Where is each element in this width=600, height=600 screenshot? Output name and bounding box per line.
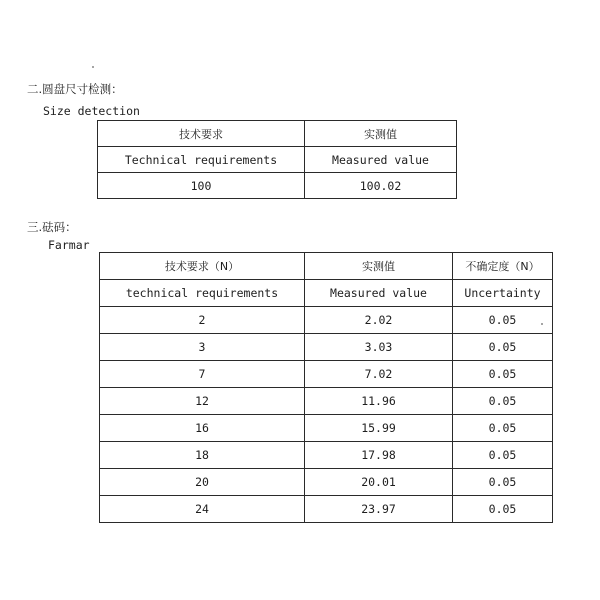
header-cell: 实测值 — [305, 253, 453, 280]
section2-subheading: Size detection — [43, 104, 140, 118]
table-row — [100, 307, 553, 334]
table-row — [100, 469, 553, 496]
table-cell: 23.97 — [305, 496, 453, 523]
table-row — [100, 334, 553, 361]
table-cell: 0.05 — [453, 415, 553, 442]
table-header-row-en — [98, 147, 457, 173]
table-cell: 11.96 — [305, 388, 453, 415]
table-cell: 16 — [100, 415, 305, 442]
table-cell: 17.98 — [305, 442, 453, 469]
table-cell: 2 — [100, 307, 305, 334]
table-cell: 3 — [100, 334, 305, 361]
table-cell: 0.05 — [453, 442, 553, 469]
section2-heading: 二.圆盘尺寸检测： — [27, 82, 123, 96]
table-header-row-cn — [98, 121, 457, 147]
table-cell: 7.02 — [305, 361, 453, 388]
table-cell: 7 — [100, 361, 305, 388]
table-cell: 0.05 — [453, 469, 553, 496]
table-row — [100, 361, 553, 388]
table-cell: 0.05 — [453, 388, 553, 415]
table-cell: 0.05 — [453, 334, 553, 361]
table-row — [100, 415, 553, 442]
table-cell: 15.99 — [305, 415, 453, 442]
table-cell: 0.05 — [453, 496, 553, 523]
table-cell: 20.01 — [305, 469, 453, 496]
size-detection-table — [97, 120, 457, 199]
header-cell: Measured value — [305, 280, 453, 307]
scan-speck — [92, 66, 94, 68]
table-header-row-cn — [100, 253, 553, 280]
header-cell: 技术要求 — [98, 121, 305, 147]
farmar-table — [99, 252, 553, 523]
header-cell: 实测值 — [305, 121, 457, 147]
table-cell: 2.02 — [305, 307, 453, 334]
header-cell: Technical requirements — [98, 147, 305, 173]
table-row — [98, 173, 457, 199]
table-cell: 24 — [100, 496, 305, 523]
table-cell: 12 — [100, 388, 305, 415]
header-cell: 技术要求（N） — [100, 253, 305, 280]
header-cell: 不确定度（N） — [453, 253, 553, 280]
table-cell: 0.05 — [453, 307, 553, 334]
header-cell: Measured value — [305, 147, 457, 173]
section3-heading: 三.砝码： — [27, 220, 77, 234]
table-row — [100, 442, 553, 469]
table-cell: 18 — [100, 442, 305, 469]
table-row — [100, 496, 553, 523]
table-cell: 20 — [100, 469, 305, 496]
header-cell: Uncertainty — [453, 280, 553, 307]
table-cell: 100.02 — [305, 173, 457, 199]
table-cell: 3.03 — [305, 334, 453, 361]
table-header-row-en — [100, 280, 553, 307]
section3-subheading: Farmar — [48, 238, 90, 252]
table-cell: 100 — [98, 173, 305, 199]
table-cell: 0.05 — [453, 361, 553, 388]
header-cell: technical requirements — [100, 280, 305, 307]
table-row — [100, 388, 553, 415]
